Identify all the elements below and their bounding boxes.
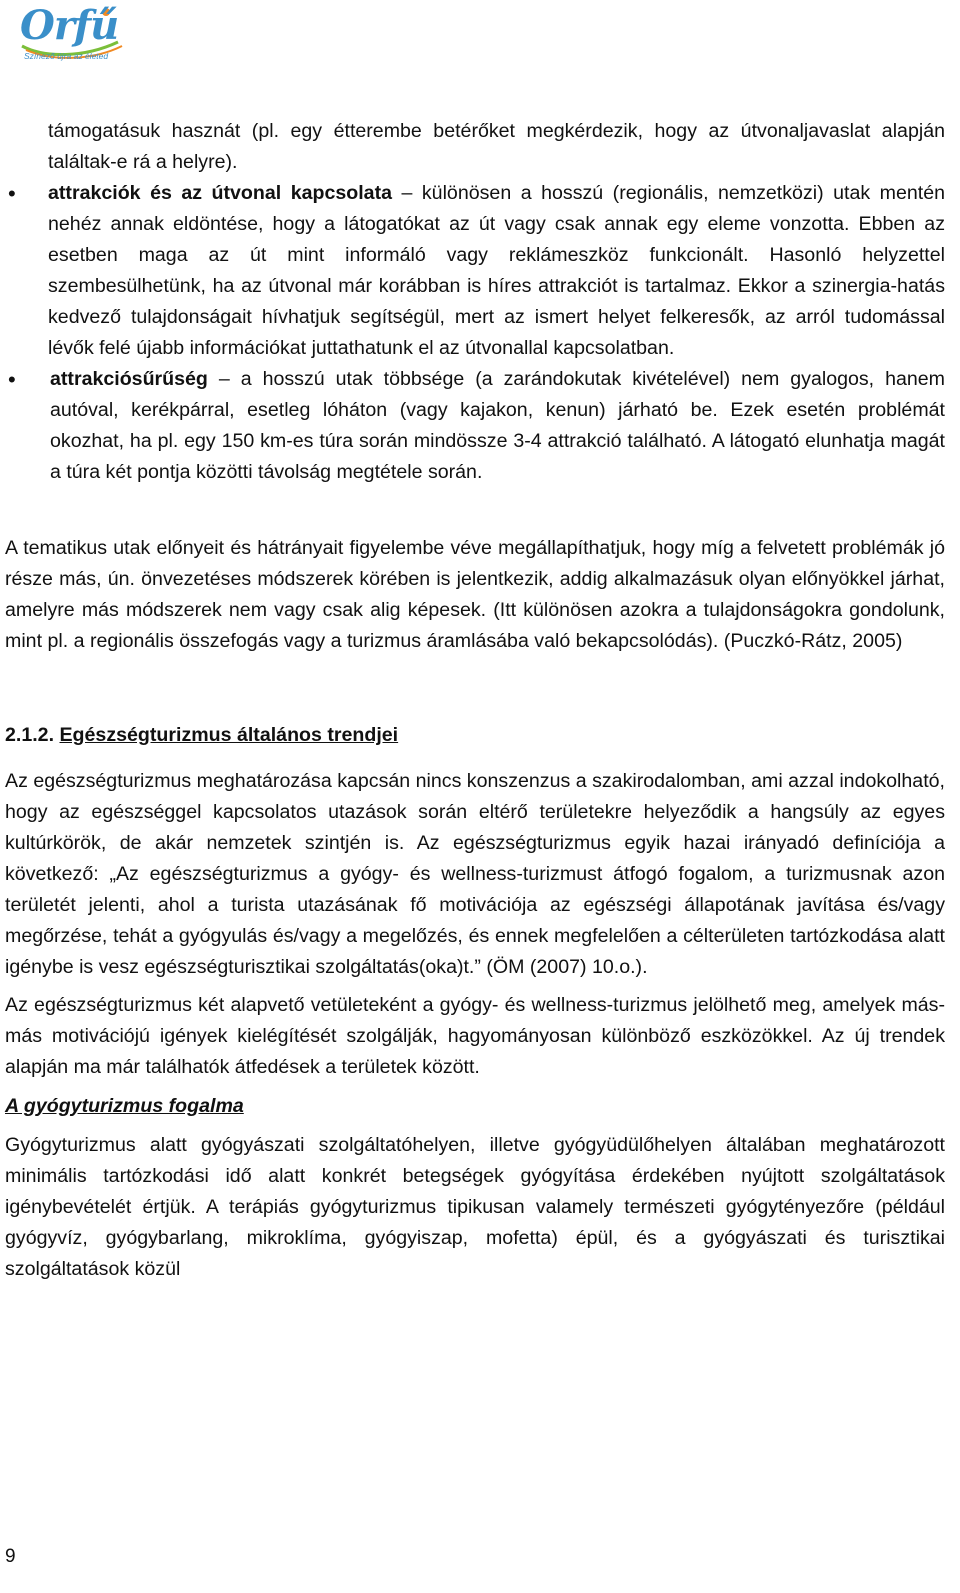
list-item	[5, 364, 945, 488]
list-item-term: attrakciók és az útvonal kapcsolata	[48, 182, 392, 204]
body-paragraph: Gyógyturizmus alatt gyógyászati szolgáltatóhelyen, illetve gyógyüdülőhelyen általában meghatározott minimális tartózkodási idő alatt konkrét betegségek gyógyítása érdekében nyújtott szolgáltatások igénybevételét értjük. A terápiás gyógyturizmus tipikusan valamely természeti gyógytényezőre (például gyógyvíz, gyógybarlang, mikroklíma, gyógyiszap, mofetta) épül, és a gyógyászati és turisztikai szolgáltatások közül	[5, 1134, 945, 1280]
document-body	[5, 116, 945, 1285]
list-item-text: – a hosszú utak többsége (a zarándokutak kivételével) nem gyalogos, hanem autóval, kerékpárral, esetleg lóháton (vagy kajakon, kenun) járható be. Ezek esetén problémát okozhat, ha pl. egy 150 km-es túra során mindössze 3-4 attrakció található. A látogató elunhatja magát a túra két pontja közötti távolság megtétele során.	[50, 368, 945, 483]
bullet-list	[5, 116, 945, 488]
list-item	[5, 178, 945, 364]
list-item	[5, 116, 945, 178]
bullet-marker: •	[8, 367, 16, 392]
body-paragraph: Az egészségturizmus két alapvető vetületeként a gyógy- és wellness-turizmus jelölhető meg, amelyek más-más motivációjú igények kielégítését szolgálják, hagyományosan különböző eszközökkel. Az új trendek alapján ma már találhatók átfedések a területek között.	[5, 994, 945, 1078]
logo-wordmark: Orfű	[20, 2, 119, 49]
section-number: 2.1.2.	[5, 724, 55, 746]
list-item-term: attrakciósűrűség	[50, 368, 208, 390]
list-item-text: – különösen a hosszú (regionális, nemzetközi) utak mentén nehéz annak eldöntése, hogy a látogatókat az út vagy csak annak egy eleme vonzotta. Ebben az esetben maga az út mint informáló vagy reklámeszköz funkcionált. Hasonló helyzettel szembesülhetünk, ha az útvonal már korábban is híres attrakciót is tartalmaz. Ekkor a szinergia-hatás kedvező tulajdonságait hívhatjuk segítségül, mert az ismert helyet felkeresők, az arról tudomással lévők felé újabb információkat juttathatunk el az útvonallal kapcsolatban.	[48, 182, 945, 359]
section-title: Egészségturizmus általános trendjei	[59, 724, 399, 746]
orfu-logo	[14, 2, 132, 68]
section-heading	[5, 720, 945, 751]
body-paragraph: Az egészségturizmus meghatározása kapcsán nincs konszenzus a szakirodalomban, ami azzal indokolható, hogy az egészséggel kapcsolatos utazások során eltérő területekre helyeződik a hangsúly az egyes kultúrkörök, de akár nemzetek szintjén is. Az egészségturizmus egyik hazai irányadó definíciója a következő: „Az egészségturizmus a gyógy- és wellness-turizmust átfogó fogalom, a turizmusnak azon területét jelenti, ahol a turista utazásának fő motivációja az egészségi állapotának javítása és/vagy megőrzése, tehát a gyógyulás és/vagy a megelőzés, és ennek megfelelően a célterületen tartózkodása alatt igénybe is vesz egészségturisztikai szolgáltatás(oka)t.” (ÖM (2007) 10.o.).	[5, 770, 945, 978]
summary-paragraph: A tematikus utak előnyeit és hátrányait figyelembe véve megállapíthatjuk, hogy míg a felvetett problémák jó része más, ún. önvezetéses módszerek körében is jelentkezik, addig alkalmazásuk olyan előnyökkel járhat, amelyre más módszerek nem vagy csak alig képesek. (Itt különösen azokra a tulajdonságokra gondolunk, mint pl. a regionális összefogás vagy a turizmus áramlásába való bekapcsolódás). (Puczkó-Rátz, 2005)	[5, 537, 945, 652]
bullet-marker: •	[8, 181, 16, 206]
subsection-heading: A gyógyturizmus fogalma	[5, 1095, 244, 1117]
list-item-text: támogatásuk hasznát (pl. egy étterembe betérőket megkérdezik, hogy az útvonaljavaslat alapján találtak-e rá a helyre).	[48, 120, 945, 173]
logo-tagline: Színező újra az életed	[24, 51, 109, 61]
page-number: 9	[5, 1546, 16, 1567]
